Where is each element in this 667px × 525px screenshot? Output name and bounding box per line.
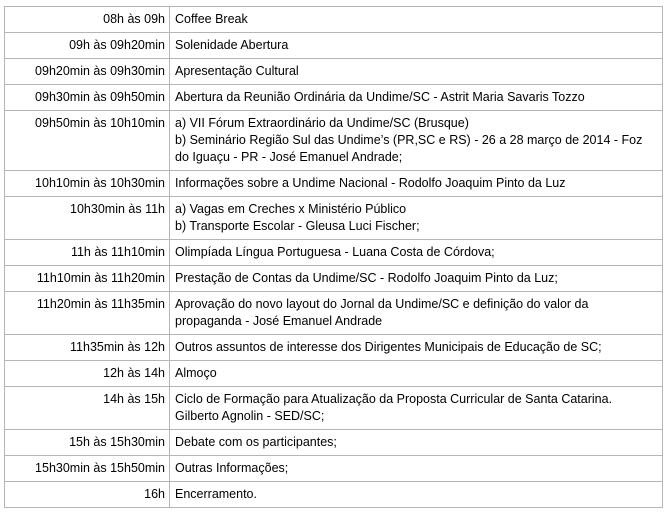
description-line: Ciclo de Formação para Atualização da Proposta Curricular de Santa Catarina.: [175, 392, 613, 406]
table-row: [5, 361, 663, 387]
description-cell: [170, 85, 663, 111]
time-cell: 14h às 15h: [5, 387, 170, 430]
description-line: Almoço: [175, 366, 217, 380]
time-cell: 11h20min às 11h35min: [5, 292, 170, 335]
table-row: [5, 240, 663, 266]
description-line: a) VII Fórum Extraordinário da Undime/SC (Brusque): [175, 116, 469, 130]
description-line: b) Transporte Escolar - Gleusa Luci Fischer;: [175, 219, 420, 233]
table-row: [5, 292, 663, 335]
table-row: [5, 33, 663, 59]
description-cell: [170, 111, 663, 171]
table-row: [5, 111, 663, 171]
description-cell: [170, 361, 663, 387]
time-cell: 09h20min às 09h30min: [5, 59, 170, 85]
description-cell: [170, 430, 663, 456]
schedule-table: [4, 6, 663, 508]
description-line: Olimpíada Língua Portuguesa - Luana Costa de Córdova;: [175, 245, 495, 259]
description-line: Outras Informações;: [175, 461, 289, 475]
time-cell: 09h30min às 09h50min: [5, 85, 170, 111]
table-row: [5, 387, 663, 430]
description-cell: [170, 171, 663, 197]
description-line: Encerramento.: [175, 487, 257, 501]
description-cell: [170, 240, 663, 266]
table-row: [5, 335, 663, 361]
description-cell: [170, 335, 663, 361]
schedule-body: [5, 7, 663, 508]
table-row: [5, 430, 663, 456]
table-row: [5, 85, 663, 111]
description-cell: [170, 456, 663, 482]
table-row: [5, 456, 663, 482]
table-row: [5, 7, 663, 33]
time-cell: 09h às 09h20min: [5, 33, 170, 59]
table-row: [5, 482, 663, 508]
description-cell: [170, 292, 663, 335]
description-line: Debate com os participantes;: [175, 435, 337, 449]
description-cell: [170, 387, 663, 430]
description-cell: [170, 482, 663, 508]
table-row: [5, 171, 663, 197]
time-cell: 15h30min às 15h50min: [5, 456, 170, 482]
time-cell: 11h10min às 11h20min: [5, 266, 170, 292]
time-cell: 10h10min às 10h30min: [5, 171, 170, 197]
time-cell: 09h50min às 10h10min: [5, 111, 170, 171]
time-cell: 12h às 14h: [5, 361, 170, 387]
description-line: b) Seminário Região Sul das Undime’s (PR,SC e RS) - 26 a 28 março de 2014 - Foz do Iguaçu - PR - José Emanuel Andrade;: [175, 133, 643, 164]
time-cell: 10h30min às 11h: [5, 197, 170, 240]
description-cell: [170, 266, 663, 292]
table-row: [5, 197, 663, 240]
description-line: Abertura da Reunião Ordinária da Undime/SC - Astrit Maria Savaris Tozzo: [175, 90, 585, 104]
time-cell: 16h: [5, 482, 170, 508]
time-cell: 11h35min às 12h: [5, 335, 170, 361]
description-line: a) Vagas em Creches x Ministério Público: [175, 202, 407, 216]
table-row: [5, 59, 663, 85]
description-cell: [170, 33, 663, 59]
description-line: Informações sobre a Undime Nacional - Rodolfo Joaquim Pinto da Luz: [175, 176, 566, 190]
time-cell: 15h às 15h30min: [5, 430, 170, 456]
table-row: [5, 266, 663, 292]
description-line: Gilberto Agnolin - SED/SC;: [175, 409, 325, 423]
description-line: Outros assuntos de interesse dos Dirigentes Municipais de Educação de SC;: [175, 340, 602, 354]
time-cell: 08h às 09h: [5, 7, 170, 33]
description-line: Aprovação do novo layout do Jornal da Undime/SC e definição do valor da propaganda - José Emanuel Andrade: [175, 297, 589, 328]
description-cell: [170, 7, 663, 33]
time-cell: 11h às 11h10min: [5, 240, 170, 266]
description-line: Solenidade Abertura: [175, 38, 289, 52]
description-line: Coffee Break: [175, 12, 248, 26]
description-line: Prestação de Contas da Undime/SC - Rodolfo Joaquim Pinto da Luz;: [175, 271, 558, 285]
description-cell: [170, 59, 663, 85]
description-line: Apresentação Cultural: [175, 64, 299, 78]
description-cell: [170, 197, 663, 240]
